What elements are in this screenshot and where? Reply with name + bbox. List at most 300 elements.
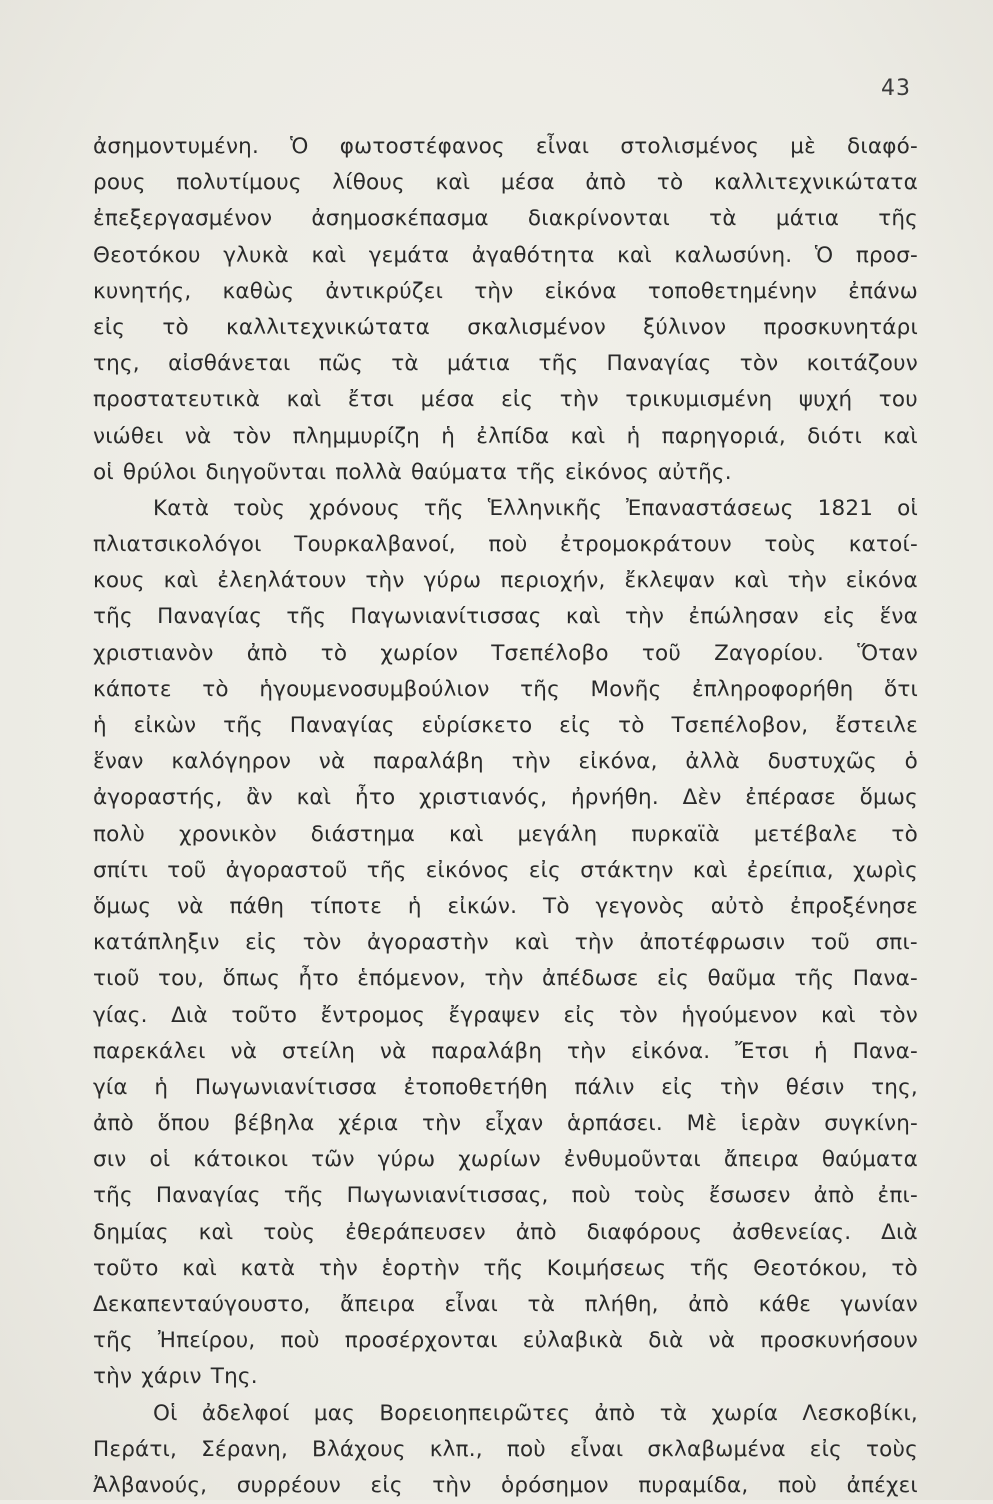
word: Τσεπέλοβο [491,640,609,666]
word: Βορειοηπειρῶτες [379,1400,571,1426]
word: ἐρείπια, [746,857,834,883]
word: κατάπληξιν [93,930,220,956]
word: ἠρνήθη. [570,785,659,811]
word: νὰ [318,749,346,775]
word: ἡ [626,423,641,449]
word: τῆς [223,713,263,738]
word: Τσεπέλοβον, [671,713,809,738]
text-line [93,563,918,599]
word: τὸν [302,930,342,956]
word: πάλιν [574,1074,635,1100]
word: τὴν [719,1074,760,1100]
word: ἔσωσεν [708,1183,791,1209]
word: δημίας [93,1219,169,1245]
text-line [93,1251,918,1287]
word: ἦτο [298,966,339,992]
word: ἔγραψεν [448,1002,540,1028]
word: τοῦτο [231,1002,298,1028]
word: χριστιανός, [419,785,548,811]
word: Διὰ [171,1002,208,1028]
word: ὅμως [93,893,152,919]
word: μὲ [790,134,816,159]
word: δυστυχῶς [767,749,877,775]
word: παραλάβη [373,749,484,775]
word: τοῦ [641,640,681,666]
word: ἀντικρύζει [325,278,444,304]
word: καὶ [182,1255,217,1281]
word: εἰς [823,604,856,630]
word: Ἔτσι [735,1038,790,1064]
word: στάκτην [580,857,674,883]
word: ἀσθενείας. [732,1219,852,1245]
word: πολλὰ [335,459,402,485]
word: ἀγοραστής, [93,785,223,811]
word: καλλιτεχνικώτατα [714,170,918,196]
word: Παναγίας [157,604,263,630]
word: Δεκαπενταύγουστο, [93,1292,311,1317]
word: ρους [93,170,146,196]
word: ἔντρομος [320,1002,426,1028]
word: ἡ [813,1038,828,1064]
word: Πανα- [852,966,918,992]
word: φωτοστέφανος [339,134,505,159]
word: Ζαγορίου. [714,640,825,666]
word: μετέβαλε [753,821,858,847]
word: νὰ [708,1328,736,1354]
word: διότι [807,423,862,449]
word: του, [158,966,205,992]
word: προσκυνητάρι [763,314,918,340]
word: καὶ [617,242,652,268]
word: εἰς [370,1472,403,1498]
word: ἀσημοσκέπασμα [311,206,489,232]
word: διακρίνονται [527,206,671,232]
word: οἱ [149,1147,171,1173]
text-line [93,599,918,635]
word: ἐλεηλάτουν [217,568,347,594]
word: τῆς [483,1255,524,1281]
word: της, [93,351,140,377]
word: νὰ [184,423,212,449]
word: ἐπι- [877,1183,918,1209]
word: τῆς [283,1183,324,1209]
word: πλιατσικολόγοι [93,532,262,558]
word: τὸν [739,351,779,377]
word: μέσα [420,387,475,413]
word: Βλάχους [312,1436,406,1462]
word: νὰ [230,1038,258,1064]
word: γίας. [93,1002,148,1028]
word: ἡ [93,713,107,738]
word: ἀλλὰ [685,749,740,775]
word: γύρω [377,1147,436,1173]
text-line [93,346,918,382]
word: εἰς [501,387,534,413]
word: εἰκόνα [845,568,918,594]
word: αἰσθάνεται [168,351,291,377]
word: συγκίνη- [824,1111,918,1137]
word: τοὺς [263,1219,316,1245]
word: 1821 [817,495,874,521]
word: σπίτι [93,857,149,883]
word: μέσα [500,170,555,196]
word: τὴν [787,568,827,594]
word: τὸ [320,640,348,666]
word: εἶναι [444,1292,499,1317]
word: ἐπώλησαν [688,604,799,630]
word: Θεοτόκου, [753,1255,868,1281]
word: κατοί- [848,532,918,558]
word: χέρια [338,1111,399,1137]
word: ἕναν [93,749,144,775]
word: ἀδελφοί [201,1400,290,1426]
word: ἀπὸ [688,1292,730,1317]
text-line [93,636,918,672]
word: ποὺ [571,1183,611,1209]
word: λίθους [332,170,405,196]
word: ἡγουμενοσυμβούλιον [259,676,490,702]
word: καὶ [435,170,471,196]
word: Οἱ [153,1400,178,1426]
word: εὐλαβικὰ [522,1328,624,1354]
word: τὴν [365,568,405,594]
word: Διὰ [881,1219,918,1245]
text-line [93,419,918,455]
word: τῆς [366,857,407,883]
word: πολὺ [93,821,146,847]
word: Παναγίας [606,351,712,377]
word: ἑπόμενον, [357,966,467,992]
word: κλπ., [429,1436,483,1462]
word: κοιτάζουν [806,351,918,377]
text-line [93,129,918,165]
word: ἀποτέφρωσιν [639,930,786,956]
word: τὸν [619,1002,658,1028]
word: τῶν [311,1147,355,1173]
word: πλήθη, [584,1292,659,1317]
word: αὐτῆς. [657,459,732,485]
word: ἡ [154,1074,169,1100]
word: Λεσκοβίκι, [802,1400,918,1426]
word: νιώθει [93,423,164,449]
word: ἀπὸ [585,170,627,196]
word: τὴν [432,1472,472,1498]
word: ὁρόσημον [501,1472,609,1498]
word: διάστημα [310,821,416,847]
word: Δὲν [682,785,722,811]
word: ψυχή [798,387,853,413]
text-line [93,961,918,997]
word: ἡ [441,423,456,449]
word: εἰκόνος [425,857,510,883]
word: διὰ [648,1328,684,1354]
word: Κοιμήσεως [546,1255,667,1281]
word: πολυτίμους [176,170,302,196]
word: ἀπέχει [846,1472,918,1498]
word: τίποτε [310,893,383,919]
word: νὰ [379,1038,407,1064]
word: Θεοτόκου [93,242,201,268]
word: ἀπὸ [246,640,288,666]
word: τοὺς [633,1183,686,1209]
word: προστατευτικὰ [93,387,261,413]
word: κάθε [758,1292,812,1317]
word: ἀγοραστὴν [367,930,489,956]
word: ἀπέδωσε [542,966,639,992]
word: τὸ [162,314,189,340]
text-line [93,780,918,816]
text-line [93,708,918,744]
word: ποὺ [506,1436,546,1462]
word: τὸ [618,713,645,738]
word: κατὰ [240,1255,296,1281]
word: ὅπου [157,1111,211,1137]
word: τὴν [93,1364,133,1390]
word: ἀγοραστοῦ [225,857,348,883]
word: διαφό- [847,134,918,159]
word: εἰς [809,1436,842,1462]
word: ὅτι [884,676,918,702]
text-line [93,1178,918,1214]
word: περιοχήν, [500,568,606,594]
word: παρηγοριά, [661,423,786,449]
text-line [93,310,918,346]
word: ἀγαθότητα [471,242,595,268]
word: καὶ [286,387,322,413]
word: ἡ [407,893,422,919]
text-line [93,998,918,1034]
word: ξύλινον [643,314,727,340]
word: μάτια [775,206,840,232]
word: ἁρπάσει. [567,1111,663,1137]
word: ἐπέρασε [745,785,836,811]
text-line [93,1287,918,1323]
word: ἐπάνω [848,278,918,304]
word: Παγωνιανίτισσας [350,604,542,630]
word: τῆς [516,459,556,485]
word: τὸν [232,423,272,449]
word: ἐτοποθετήθη [403,1074,548,1100]
word: συρρέουν [236,1472,341,1498]
word: καλωσύνη. [674,242,793,268]
word: ἦτο [355,785,396,811]
word: τὰ [659,1400,688,1426]
word: εἶναι [569,1436,624,1462]
word: καὶ [883,423,918,449]
word: τὸ [202,676,229,702]
word: τοῦ [810,930,850,956]
word: εἰς [559,713,592,738]
text-line [93,744,918,780]
text-line [93,1034,918,1070]
word: εἰς [656,966,690,992]
word: εὑρίσκετο [421,713,533,738]
word: γλυκὰ [223,242,289,268]
word: Παναγίας [155,1183,261,1209]
word: ἱερὰν [740,1111,801,1137]
word: Ἠπείρου, [157,1328,256,1354]
word: παρεκάλει [93,1038,206,1064]
word: τὴν [567,1038,607,1064]
word: διαφόρους [586,1219,703,1245]
word: Πωγωνιανίτισσας, [346,1183,549,1209]
word: προσέρχονται [344,1328,498,1354]
word: τιοῦ [93,966,140,992]
word: Μὲ [686,1111,718,1137]
word: εἰκόνα, [578,749,658,775]
word: χωρία [711,1400,779,1426]
text-line [93,165,918,201]
word: οἱ [897,495,918,521]
word: προσ- [855,242,918,268]
word: σκαλισμένον [467,314,606,340]
word: ἔτσι [347,387,395,413]
text-line [93,238,918,274]
text-line [93,672,918,708]
word: ἐπεξεργασμένον [93,206,273,232]
text-line [93,201,918,237]
word: τὸ [656,170,684,196]
word: μάτια [446,351,511,377]
word: μας [313,1400,355,1426]
word: γεγονὸς [595,893,685,919]
word: κυνητής, [93,278,192,304]
word: ὅμως [859,785,918,811]
word: μεγάλη [517,821,598,847]
word: ποὺ [777,1472,818,1498]
word: εἶναι [535,134,590,159]
word: πυρκαϊὰ [631,821,720,847]
word: Πανα- [852,1038,918,1064]
word: τοῦ [167,857,207,883]
word: τῆς [286,604,327,630]
word: εἰς [661,1074,694,1100]
word: τὴν [511,749,551,775]
word: εἰς [245,930,278,956]
word: ἐλπίδα [476,423,550,449]
word: ἄπειρα [723,1147,799,1173]
text-line [93,1142,918,1178]
word: θαύματα [821,1147,918,1173]
word: Πωγωνιανίτισσα [194,1074,377,1100]
word: καὶ [448,821,484,847]
text-line [93,1359,918,1395]
word: τοὺς [233,495,286,521]
word: σπι- [875,930,918,956]
word: τὴν [624,604,665,630]
word: καλλιτεχνικώτατα [226,314,430,340]
word: καὶ [514,930,550,956]
word: καθὼς [222,278,295,304]
word: γία [93,1074,128,1100]
word: ποὺ [488,532,528,558]
word: τῆς [538,351,579,377]
word: τῆς [794,966,835,992]
word: της, [871,1074,918,1100]
text-line [93,853,918,889]
word: ἀπὸ [93,1111,134,1137]
text-line [93,817,918,853]
word: Τουρκαλβανοί, [294,532,456,558]
word: εἰς [563,1002,596,1028]
word: τὰ [391,351,419,377]
word: καὶ [821,1002,856,1028]
word: εἰκόνος [564,459,649,485]
word: τῆς [93,1328,133,1354]
word: ἐθεράπευσεν [345,1219,486,1245]
word: καὶ [570,423,606,449]
word: χρόνους [309,495,400,521]
word: ὁ [904,749,918,775]
word: χωρίον [380,640,459,666]
text-line [93,274,918,310]
word: γωνίαν [840,1292,918,1317]
word: ἡγούμενον [681,1002,798,1028]
word: κους [93,568,145,594]
word: κάποτε [93,676,172,702]
word: καλόγηρον [171,749,292,775]
word: στείλη [282,1038,356,1064]
word: τοποθετημένην [647,278,818,304]
word: Ὅταν [857,640,918,666]
word: χωρίων [458,1147,541,1173]
text-line [93,925,918,961]
word: τῆς [520,676,560,702]
word: τὸν [879,1002,918,1028]
word: χάριν [141,1364,202,1390]
word: σιν [93,1147,127,1173]
word: γύρω [423,568,482,594]
text-line [93,1468,918,1504]
word: ἐπληροφορήθη [691,676,854,702]
word: τῆς [689,1255,730,1281]
text-line [93,1323,918,1359]
word: τὰ [527,1292,556,1317]
text-line [93,455,918,491]
word: χριστιανὸν [93,640,214,666]
word: ἑορτὴν [381,1255,460,1281]
text-line [93,889,918,925]
word: Ὁ [290,134,309,159]
word: βέβηλα [233,1111,315,1137]
word: καὶ [163,568,199,594]
word: Σέρανη, [201,1436,288,1462]
word: τὸ [891,1255,918,1281]
word: ἀσημοντυμένη. [93,134,260,159]
word: καὶ [296,785,332,811]
text-line [93,1106,918,1142]
text-line [93,491,918,527]
word: ἄπειρα [340,1292,416,1317]
word: ὅπως [222,966,281,992]
word: καὶ [692,857,728,883]
word: θέσιν [785,1074,845,1100]
page-number: 43 [881,76,911,101]
word: τὴν [422,1111,462,1137]
word: σκλαβωμένα [647,1436,786,1462]
word: χρονικὸν [178,821,277,847]
word: γεμάτα [368,242,450,268]
body-text [93,129,918,1504]
word: τρικυμισμένη [625,387,773,413]
word: Ὁ [814,242,834,268]
word: τὴν [484,966,524,992]
word: θαύματα [411,459,508,485]
word: ἀπὸ [515,1219,557,1245]
text-line [93,1215,918,1251]
text-line [93,1432,918,1468]
word: Ἐπαναστάσεως [626,495,794,521]
